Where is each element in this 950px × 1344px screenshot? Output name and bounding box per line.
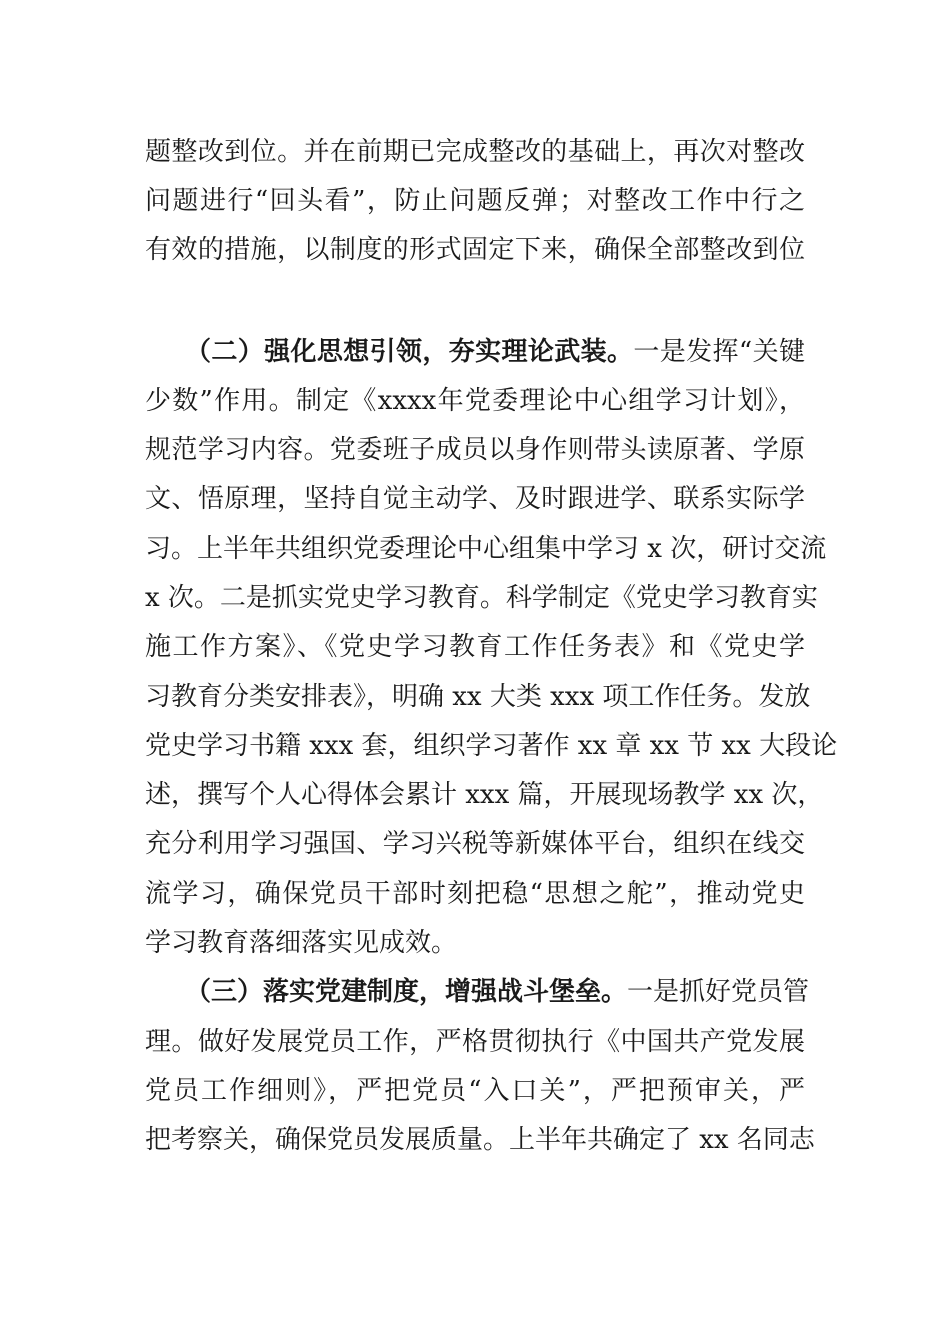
section-3-first-line-text: 一是抓好党员管 <box>627 977 810 1007</box>
section-2-first-line <box>185 332 805 372</box>
text-line: 问题进行“回头看”，防止问题反弹；对整改工作中行之 <box>145 186 805 216</box>
text-line: 文、悟原理，坚持自觉主动学、及时跟进学、联系实际学 <box>145 484 805 514</box>
text-line: 把考察关，确保党员发展质量。上半年共确定了 xx 名同志 <box>145 1125 815 1155</box>
text-line: 理。做好发展党员工作，严格贯彻执行《中国共产党发展 <box>145 1027 805 1057</box>
text-line: 习。上半年共组织党委理论中心组集中学习 x 次，研讨交流 <box>145 534 827 564</box>
text-line: 党员工作细则》，严把党员“入口关”，严把预审关，严 <box>145 1076 805 1106</box>
text-line: 规范学习内容。党委班子成员以身作则带头读原著、学原 <box>145 435 805 465</box>
text-line: 有效的措施，以制度的形式固定下来，确保全部整改到位 <box>145 235 805 265</box>
text-line: 题整改到位。并在前期已完成整改的基础上，再次对整改 <box>145 137 805 167</box>
section-3-heading: （三）落实党建制度，增强战斗堡垒。 <box>185 977 628 1007</box>
text-line: 党史学习书籍 xxx 套，组织学习著作 xx 章 xx 节 xx 大段论 <box>145 731 838 761</box>
section-2-first-line-text: 一是发挥“关键 <box>633 337 805 367</box>
text-line: 述，撰写个人心得体会累计 xxx 篇，开展现场教学 xx 次， <box>145 780 824 810</box>
section-2-heading: （二）强化思想引领，夯实理论武装。 <box>185 337 634 367</box>
section-3-first-line <box>185 972 810 1012</box>
text-line: 施工作方案》、《党史学习教育工作任务表》和《党史学 <box>145 632 805 662</box>
text-line: 充分利用学习强国、学习兴税等新媒体平台，组织在线交 <box>145 829 805 859</box>
text-line: x 次。二是抓实党史学习教育。科学制定《党史学习教育实 <box>145 583 818 613</box>
text-line: 少数”作用。制定《xxxx年党委理论中心组学习计划》， <box>145 386 805 416</box>
text-line: 流学习，确保党员干部时刻把稳“思想之舵”，推动党史 <box>145 879 805 909</box>
text-line: 习教育分类安排表》，明确 xx 大类 xxx 项工作任务。发放 <box>145 682 811 712</box>
text-line: 学习教育落细落实见成效。 <box>145 928 458 958</box>
